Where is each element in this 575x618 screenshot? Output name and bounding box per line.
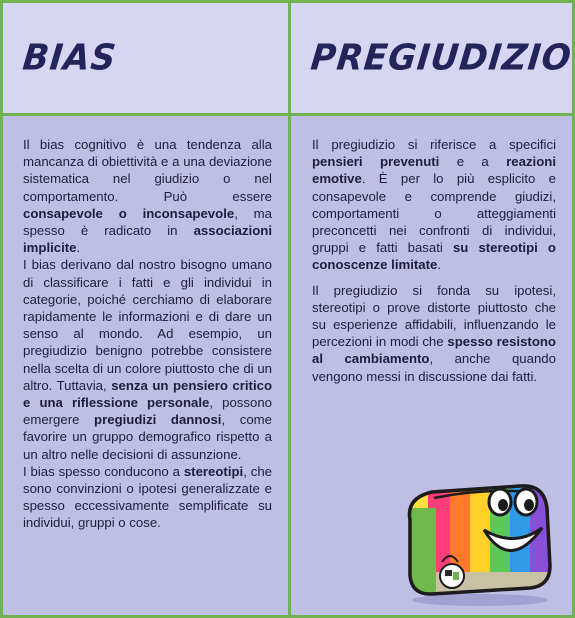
emphasis-text: su stereotipi o conoscenze limitate	[312, 240, 556, 273]
bias-paragraph	[23, 136, 272, 256]
emphasis-text: spesso resistono al cambiamento	[312, 334, 556, 367]
pregiudizio-header-cell	[291, 3, 572, 113]
body-text: I bias derivano dal nostro bisogno umano di classificare i fatti e gli individui in categorie, poiché cerchiamo di elaborare rapidamente le informazioni e di dare un senso al mondo. Ad esempio, un pregiudizio benigno potrebbe consistere nella scelta di un colore piuttosto che di un altro. Tuttavia,	[23, 257, 272, 393]
body-text: , come favorire un gruppo demografico rispetto a un altro nelle decisioni di assunzione.	[23, 412, 272, 462]
emphasis-text: senza un pensiero critico e una riflessione personale	[23, 377, 273, 411]
pregiudizio-title: PREGIUDIZIO	[308, 37, 574, 79]
body-text: Il pregiudizio si riferisce a specifici	[312, 137, 556, 152]
body-text: , che sono convinzioni o ipotesi generalizzate e spesso eccessivamente semplificate su individui, gruppi o cose.	[23, 463, 272, 531]
rainbow-bag-mascot-icon	[392, 468, 557, 608]
body-text: , anche quando vengono messi in discussione dai fatti.	[312, 351, 556, 384]
pregiudizio-paragraph	[312, 282, 556, 385]
emphasis-text: pregiudizi dannosi	[94, 412, 222, 428]
body-text: , possono emergere	[23, 395, 272, 428]
body-text: .	[437, 257, 441, 273]
bias-description	[3, 116, 288, 615]
bias-paragraph	[23, 256, 272, 462]
body-text: Il pregiudizio si fonda su ipotesi, stereotipi o prove distorte piuttosto che su esperienze affidabili, influenzando le percezioni in modi che	[312, 282, 556, 350]
emphasis-text: stereotipi	[183, 463, 244, 479]
body-text: Il bias cognitivo è una tendenza alla mancanza di obiettività e a una deviazione sistematica nel giudizio o nel comportamento. Può essere	[23, 137, 272, 204]
pregiudizio-paragraph	[312, 136, 556, 274]
bias-title: BIAS	[20, 37, 119, 79]
emphasis-text: consapevole o inconsapevole	[23, 205, 235, 221]
body-text: . È per lo più esplicito e consapevole e comprende giudizi, comportamenti o atteggiamenti preconcetti nei confronti di individui, gruppi e fatti basati	[312, 171, 556, 256]
bias-paragraph	[23, 463, 272, 532]
body-text: , ma spesso è radicato in	[23, 205, 272, 239]
emphasis-text: reazioni emotive	[312, 154, 556, 187]
emphasis-text: pensieri prevenuti	[312, 154, 440, 170]
bias-header-cell	[3, 3, 288, 113]
body-text: .	[76, 240, 81, 256]
body-text: e a	[439, 154, 507, 170]
body-text: I bias spesso conducono a	[23, 463, 184, 479]
emphasis-text: associazioni implicite	[23, 223, 272, 256]
